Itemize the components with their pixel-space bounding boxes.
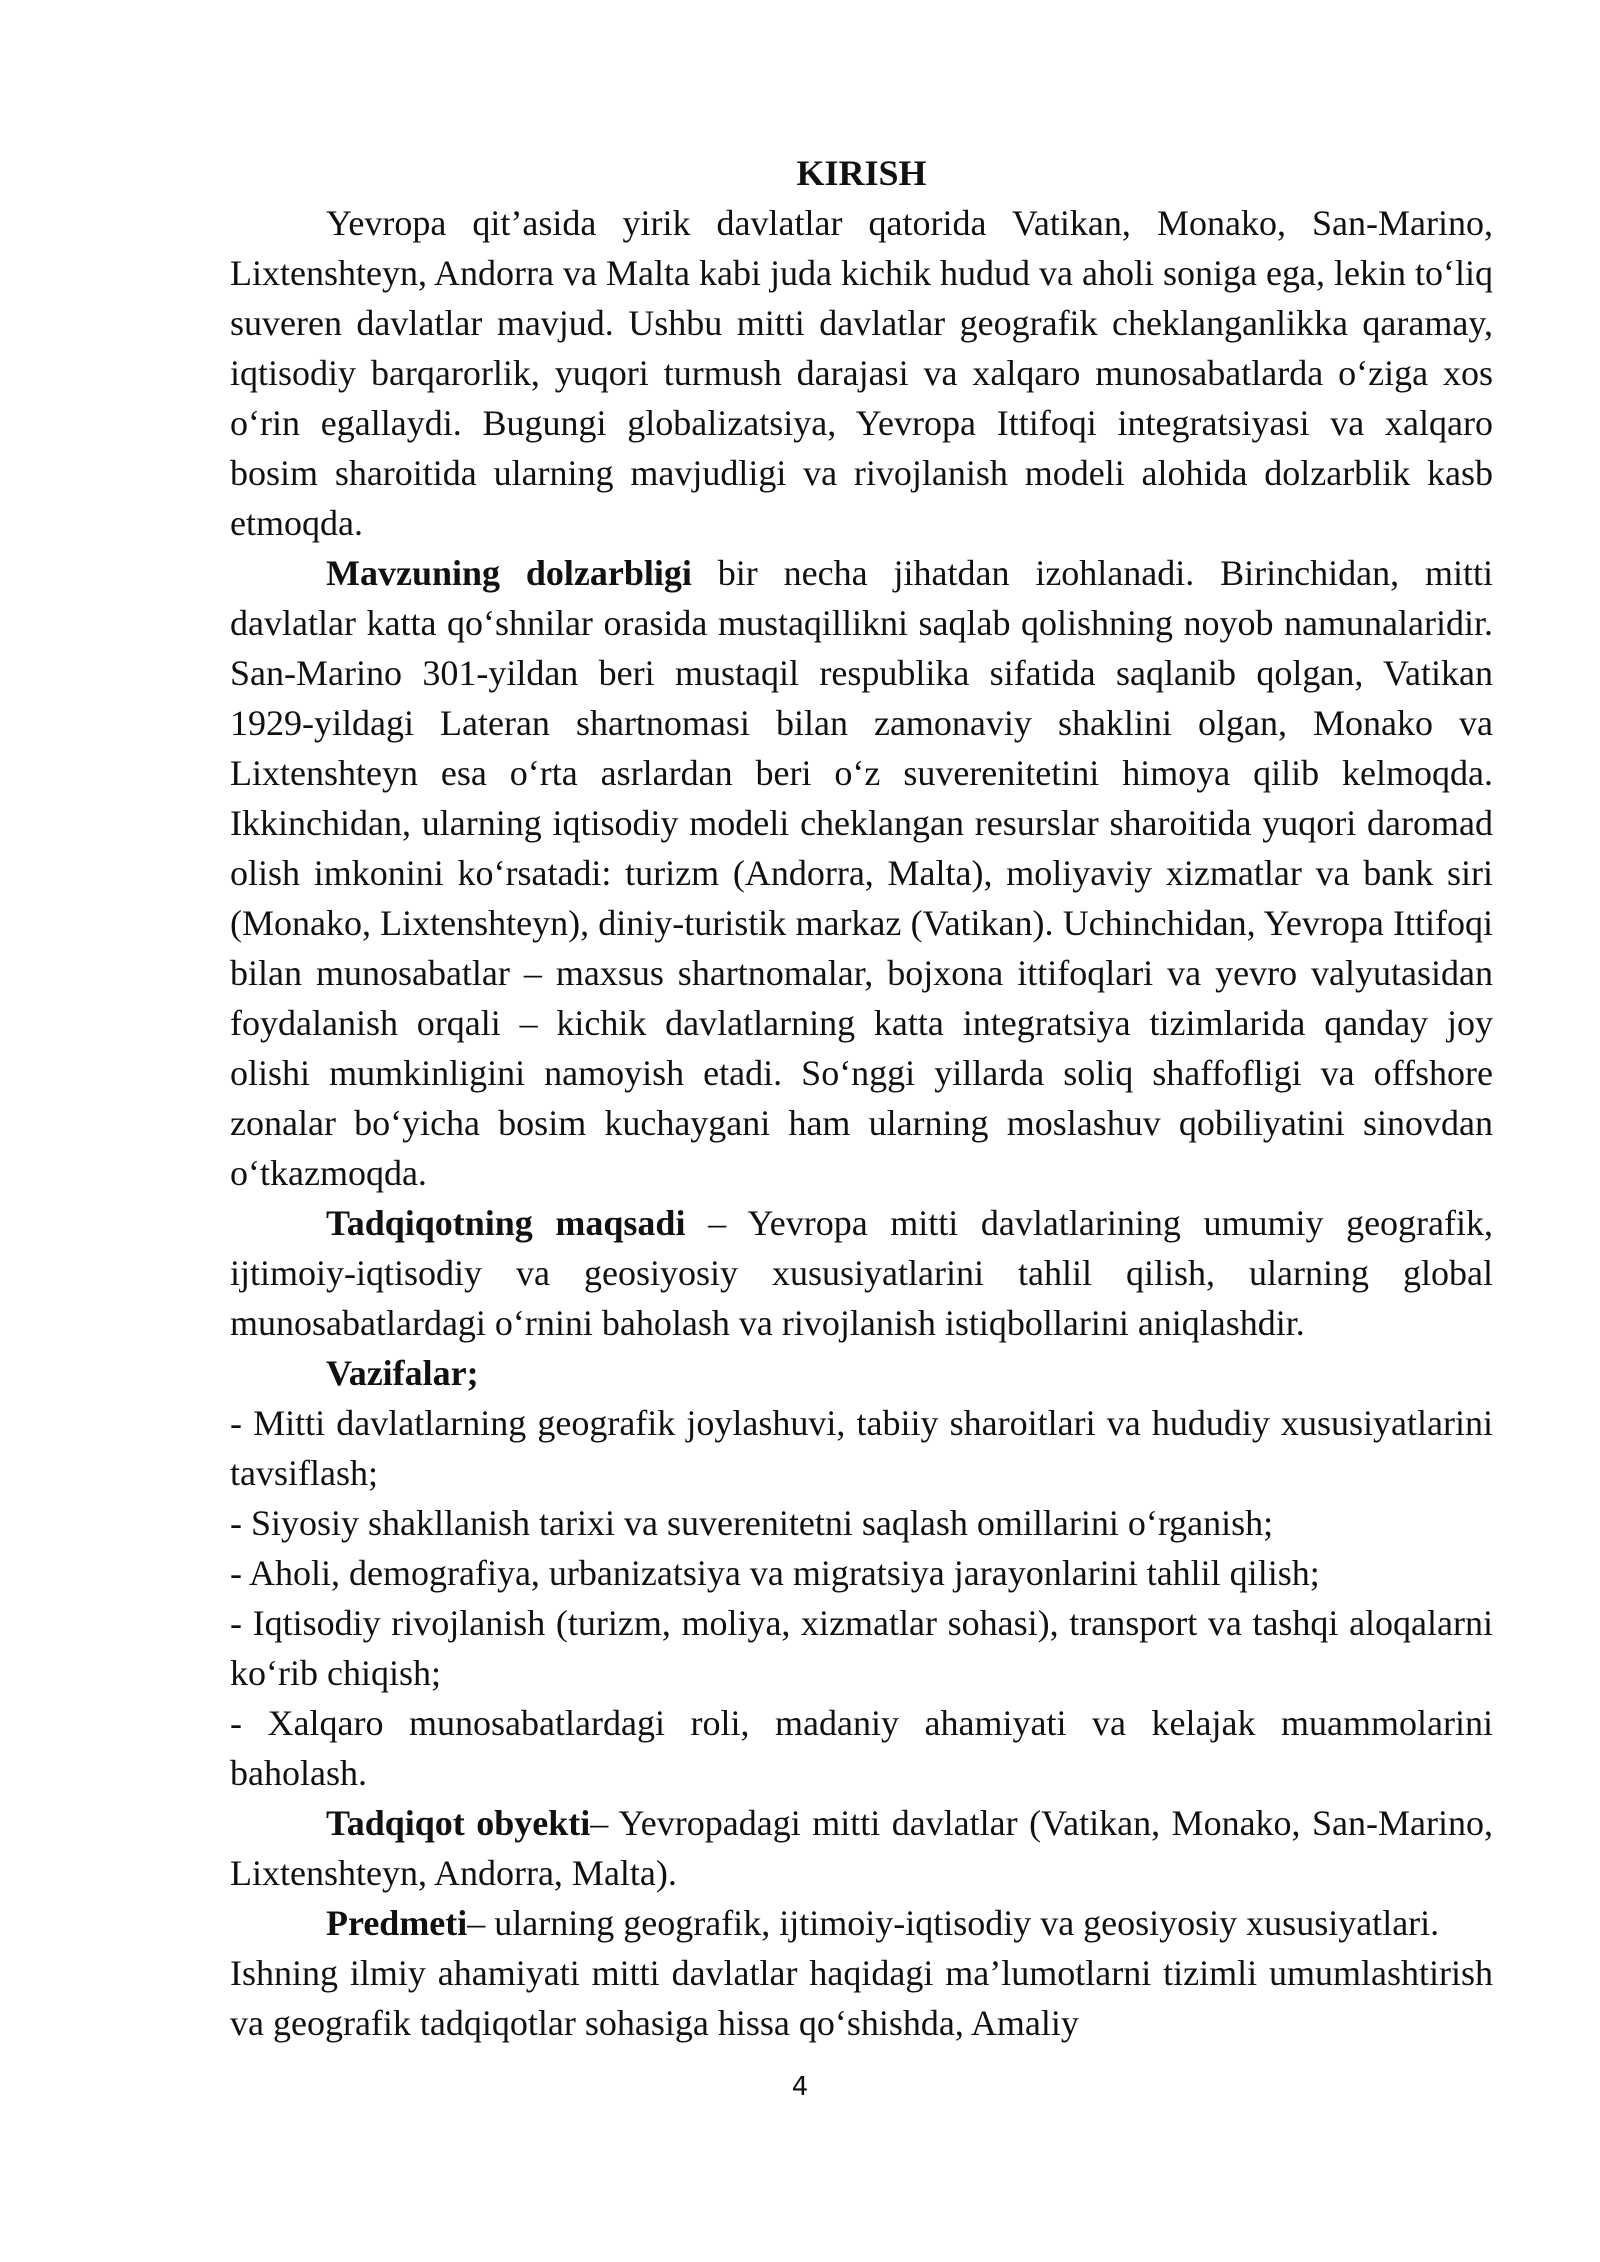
task-item: - Iqtisodiy rivojlanish (turizm, moliya, xizmatlar sohasi), transport va tashqi aloqalarni ko‘rib chiqish; xyxy=(230,1603,1493,1693)
task-item: - Siyosiy shakllanish tarixi va suverenitetni saqlash omillarini o‘rganish; xyxy=(230,1503,1274,1543)
relevance-heading: Mavzuning dolzarbligi xyxy=(326,553,692,593)
object-text: – Yevropadagi mitti davlatlar (Vatikan, Monako, San-Marino, Lixtenshteyn, Andorra, Malta). xyxy=(230,1803,1493,1893)
task-item: - Mitti davlatlarning geografik joylashuvi, tabiiy sharoitlari va hududiy xususiyatlarini tavsiflash; xyxy=(230,1403,1493,1493)
document-page xyxy=(230,148,1493,2048)
page-number: 4 xyxy=(791,2072,809,2102)
goal-paragraph xyxy=(230,1198,1493,1348)
object-heading: Tadqiqot obyekti xyxy=(326,1803,591,1843)
task-item: - Aholi, demografiya, urbanizatsiya va migratsiya jarayonlarini tahlil qilish; xyxy=(230,1553,1320,1593)
significance-paragraph: Ishning ilmiy ahamiyati mitti davlatlar haqidagi ma’lumotlarni tizimli umumlashtirish va geografik tadqiqotlar sohasiga hissa qo‘shishda, Amaliy xyxy=(230,1953,1493,2043)
subject-text: – ularning geografik, ijtimoiy-iqtisodiy va geosiyosiy xususiyatlari. xyxy=(467,1903,1440,1943)
relevance-text: bir necha jihatdan izohlanadi. Birinchidan, mitti davlatlar katta qo‘shnilar orasida mustaqillikni saqlab qolishning noyob namunalaridir. San-Marino 301-yildan beri mustaqil respublika sifatida saqlanib qolgan, Vatikan 1929-yildagi Lateran shartnomasi bilan zamonaviy shaklini olgan, Monako va Lixtenshteyn esa o‘rta asrlardan beri o‘z suverenitetini himoya qilib kelmoqda. Ikkinchidan, ularning iqtisodiy modeli cheklangan resurslar sharoitida yuqori daromad olish imkonini ko‘rsatadi: turizm (Andorra, Malta), moliyaviy xizmatlar va bank siri (Monako, Lixtenshteyn), diniy-turistik markaz (Vatikan). Uchinchidan, Yevropa Ittifoqi bilan munosabatlar – maxsus shartnomalar, bojxona ittifoqlari va yevro valyutasidan foydalanish orqali – kichik davlatlarning katta integratsiya tizimlarida qanday joy olishi mumkinligini namoyish etadi. So‘nggi yillarda soliq shaffofligi va offshore zonalar bo‘yicha bosim kuchaygani ham ularning moslashuv qobiliyatini sinovdan o‘tkazmoqda. xyxy=(230,553,1494,1193)
relevance-paragraph xyxy=(230,548,1493,1198)
object-paragraph xyxy=(230,1798,1493,1898)
tasks-heading: Vazifalar; xyxy=(326,1353,479,1393)
subject-paragraph xyxy=(230,1898,1493,1948)
goal-text: – Yevropa mitti davlatlarining umumiy geografik, ijtimoiy-iqtisodiy va geosiyosiy xususiyatlarini tahlil qilish, ularning global munosabatlardagi o‘rnini baholash va rivojlanish istiqbollarini aniqlashdir. xyxy=(230,1203,1494,1343)
intro-paragraph: Yevropa qit’asida yirik davlatlar qatorida Vatikan, Monako, San-Marino, Lixtenshteyn, Andorra va Malta kabi juda kichik hudud va aholi soniga ega, lekin to‘liq suveren davlatlar mavjud. Ushbu mitti davlatlar geografik cheklanganlikka qaramay, iqtisodiy barqarorlik, yuqori turmush darajasi va xalqaro munosabatlarda o‘ziga xos o‘rin egallaydi. Bugungi globalizatsiya, Yevropa Ittifoqi integratsiyasi va xalqaro bosim sharoitida ularning mavjudligi va rivojlanish modeli alohida dolzarblik kasb etmoqda. xyxy=(230,203,1493,543)
page-title: KIRISH xyxy=(796,153,927,193)
subject-heading: Predmeti xyxy=(326,1903,468,1943)
task-item: - Xalqaro munosabatlardagi roli, madaniy ahamiyati va kelajak muammolarini baholash. xyxy=(230,1703,1493,1793)
goal-heading: Tadqiqotning maqsadi xyxy=(326,1203,686,1243)
